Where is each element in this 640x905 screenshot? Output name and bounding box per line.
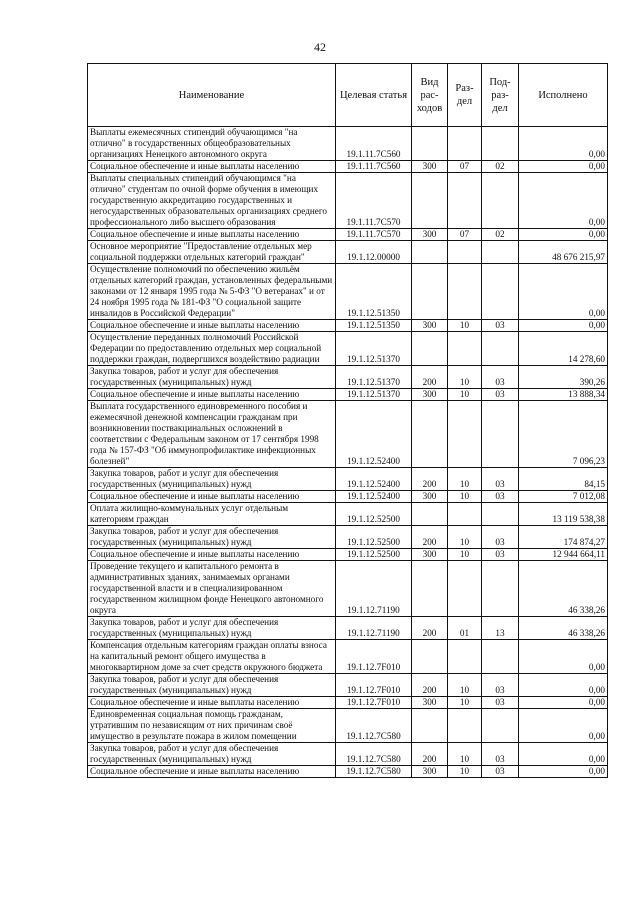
row-section xyxy=(448,127,482,161)
row-subsection: 03 xyxy=(482,674,519,697)
table-row xyxy=(88,674,608,697)
row-subsection: 02 xyxy=(482,161,519,173)
row-name: Оплата жилищно-коммунальных услуг отдельным категориям граждан xyxy=(88,503,336,526)
row-subsection: 03 xyxy=(482,743,519,766)
row-target-article: 19.1.12.7С580 xyxy=(336,743,412,766)
table-row xyxy=(88,241,608,264)
row-target-article: 19.1.12.51370 xyxy=(336,389,412,401)
row-target-article: 19.1.11.7С560 xyxy=(336,161,412,173)
row-section: 07 xyxy=(448,161,482,173)
row-expense-type xyxy=(412,503,448,526)
row-executed: 0,00 xyxy=(519,697,608,709)
row-executed: 0,00 xyxy=(519,161,608,173)
row-section xyxy=(448,640,482,674)
row-expense-type: 300 xyxy=(412,229,448,241)
row-executed: 46 338,26 xyxy=(519,617,608,640)
row-name: Закупка товаров, работ и услуг для обеспечения государственных (муниципальных) нужд xyxy=(88,468,336,491)
row-expense-type: 200 xyxy=(412,366,448,389)
row-executed: 7 096,23 xyxy=(519,401,608,468)
row-name: Социальное обеспечение и иные выплаты населению xyxy=(88,320,336,332)
row-subsection: 02 xyxy=(482,229,519,241)
table-row xyxy=(88,401,608,468)
row-subsection: 03 xyxy=(482,468,519,491)
row-expense-type: 200 xyxy=(412,743,448,766)
row-subsection: 03 xyxy=(482,766,519,778)
row-section: 10 xyxy=(448,766,482,778)
row-name: Единовременная социальная помощь гражданам, утратившим по независящим от них причинам своё имущество в результате пожара в жилом помещении xyxy=(88,709,336,743)
row-name: Основное мероприятие "Предоставление отдельных мер социальной поддержки отдельных категорий граждан" xyxy=(88,241,336,264)
row-target-article: 19.1.12.52500 xyxy=(336,526,412,549)
row-executed: 0,00 xyxy=(519,320,608,332)
row-target-article: 19.1.12.52400 xyxy=(336,468,412,491)
table-row xyxy=(88,366,608,389)
row-target-article: 19.1.11.7С570 xyxy=(336,173,412,229)
row-name: Закупка товаров, работ и услуг для обеспечения государственных (муниципальных) нужд xyxy=(88,526,336,549)
row-section: 10 xyxy=(448,320,482,332)
row-executed: 14 278,60 xyxy=(519,332,608,366)
row-expense-type: 300 xyxy=(412,491,448,503)
row-subsection: 03 xyxy=(482,366,519,389)
row-section: 10 xyxy=(448,526,482,549)
table-row xyxy=(88,526,608,549)
row-expense-type: 200 xyxy=(412,617,448,640)
table-row xyxy=(88,468,608,491)
row-name: Социальное обеспечение и иные выплаты населению xyxy=(88,766,336,778)
row-target-article: 19.1.12.7С580 xyxy=(336,766,412,778)
header-subsection: Под-раз-дел xyxy=(482,64,519,127)
row-section: 10 xyxy=(448,549,482,561)
table-row xyxy=(88,549,608,561)
row-expense-type xyxy=(412,241,448,264)
row-section: 10 xyxy=(448,468,482,491)
row-section xyxy=(448,503,482,526)
table-row xyxy=(88,229,608,241)
row-subsection xyxy=(482,640,519,674)
row-target-article: 19.1.12.7F010 xyxy=(336,640,412,674)
row-section: 10 xyxy=(448,389,482,401)
row-section: 10 xyxy=(448,697,482,709)
row-section: 07 xyxy=(448,229,482,241)
row-executed: 7 012,08 xyxy=(519,491,608,503)
row-executed: 13 888,34 xyxy=(519,389,608,401)
row-section: 10 xyxy=(448,491,482,503)
row-subsection xyxy=(482,173,519,229)
row-name: Закупка товаров, работ и услуг для обеспечения государственных (муниципальных) нужд xyxy=(88,617,336,640)
row-section xyxy=(448,332,482,366)
row-executed: 0,00 xyxy=(519,766,608,778)
row-executed: 0,00 xyxy=(519,674,608,697)
row-target-article: 19.1.12.52500 xyxy=(336,503,412,526)
row-executed: 12 944 664,11 xyxy=(519,549,608,561)
table-row xyxy=(88,640,608,674)
page-number: 42 xyxy=(314,40,326,54)
row-target-article: 19.1.12.51350 xyxy=(336,320,412,332)
header-name: Наименование xyxy=(88,64,336,127)
row-executed: 0,00 xyxy=(519,743,608,766)
row-name: Социальное обеспечение и иные выплаты населению xyxy=(88,229,336,241)
row-expense-type xyxy=(412,173,448,229)
row-name: Выплаты ежемесячных стипендий обучающимся "на отлично" в государственных общеобразовательных организациях Ненецкого автономного округа xyxy=(88,127,336,161)
row-subsection: 03 xyxy=(482,389,519,401)
row-section xyxy=(448,241,482,264)
row-target-article: 19.1.12.52400 xyxy=(336,491,412,503)
row-subsection xyxy=(482,561,519,617)
row-target-article: 19.1.11.7С570 xyxy=(336,229,412,241)
row-target-article: 19.1.12.7F010 xyxy=(336,697,412,709)
table-row xyxy=(88,127,608,161)
header-expense-type: Вид рас-ходов xyxy=(412,64,448,127)
row-section: 10 xyxy=(448,743,482,766)
row-subsection: 03 xyxy=(482,491,519,503)
row-section xyxy=(448,264,482,320)
row-name: Компенсация отдельным категориям граждан оплаты взноса на капитальный ремонт общего имущества в многоквартирном доме за счет средств окружного бюджета xyxy=(88,640,336,674)
row-expense-type: 300 xyxy=(412,320,448,332)
table-row xyxy=(88,173,608,229)
row-subsection: 03 xyxy=(482,697,519,709)
table-row xyxy=(88,743,608,766)
row-subsection: 13 xyxy=(482,617,519,640)
row-target-article: 19.1.11.7С560 xyxy=(336,127,412,161)
row-expense-type xyxy=(412,709,448,743)
row-target-article: 19.1.12.52400 xyxy=(336,401,412,468)
header-executed: Исполнено xyxy=(519,64,608,127)
row-expense-type: 200 xyxy=(412,468,448,491)
row-executed: 390,26 xyxy=(519,366,608,389)
row-executed: 0,00 xyxy=(519,264,608,320)
row-subsection: 03 xyxy=(482,320,519,332)
row-name: Проведение текущего и капитального ремонта в административных зданиях, занимаемых органами государственной власти и в специализированном государственном жилищном фонде Ненецкого автономного округа xyxy=(88,561,336,617)
row-name: Осуществление полномочий по обеспечению жильём отдельных категорий граждан, установленных федеральными законами от 12 января 1995 года № 5-ФЗ "О ветеранах" и от 24 ноября 1995 года № 181-ФЗ "О социальной защите инвалидов в Российской Федерации" xyxy=(88,264,336,320)
row-executed: 174 874,27 xyxy=(519,526,608,549)
row-expense-type xyxy=(412,561,448,617)
header-section: Раз-дел xyxy=(448,64,482,127)
row-name: Социальное обеспечение и иные выплаты населению xyxy=(88,549,336,561)
row-target-article: 19.1.12.7С580 xyxy=(336,709,412,743)
row-executed: 48 676 215,97 xyxy=(519,241,608,264)
row-section: 10 xyxy=(448,674,482,697)
row-subsection xyxy=(482,709,519,743)
row-subsection xyxy=(482,503,519,526)
table-row xyxy=(88,766,608,778)
row-executed: 46 338,26 xyxy=(519,561,608,617)
row-section xyxy=(448,173,482,229)
row-name: Социальное обеспечение и иные выплаты населению xyxy=(88,161,336,173)
row-subsection xyxy=(482,264,519,320)
row-expense-type: 300 xyxy=(412,161,448,173)
row-expense-type: 200 xyxy=(412,526,448,549)
table-row xyxy=(88,389,608,401)
table-row xyxy=(88,161,608,173)
row-target-article: 19.1.12.51350 xyxy=(336,264,412,320)
row-name: Выплаты специальных стипендий обучающимся "на отлично" студентам по очной форме обучения в имеющих государственную аккредитацию государственных и негосударственных образовательных организациях среднего профессионального либо высшего образования xyxy=(88,173,336,229)
row-section xyxy=(448,709,482,743)
row-name: Социальное обеспечение и иные выплаты населению xyxy=(88,697,336,709)
row-section xyxy=(448,401,482,468)
table-row xyxy=(88,264,608,320)
row-executed: 0,00 xyxy=(519,127,608,161)
row-executed: 13 119 538,38 xyxy=(519,503,608,526)
row-subsection xyxy=(482,127,519,161)
row-section xyxy=(448,561,482,617)
row-expense-type xyxy=(412,264,448,320)
row-expense-type xyxy=(412,640,448,674)
row-subsection xyxy=(482,401,519,468)
row-expense-type xyxy=(412,332,448,366)
row-target-article: 19.1.12.52500 xyxy=(336,549,412,561)
row-name: Закупка товаров, работ и услуг для обеспечения государственных (муниципальных) нужд xyxy=(88,674,336,697)
row-name: Закупка товаров, работ и услуг для обеспечения государственных (муниципальных) нужд xyxy=(88,366,336,389)
row-target-article: 19.1.12.00000 xyxy=(336,241,412,264)
row-executed: 0,00 xyxy=(519,709,608,743)
table-row xyxy=(88,697,608,709)
row-subsection xyxy=(482,332,519,366)
table-row xyxy=(88,503,608,526)
table-row xyxy=(88,491,608,503)
row-expense-type: 300 xyxy=(412,697,448,709)
row-subsection: 03 xyxy=(482,526,519,549)
row-target-article: 19.1.12.51370 xyxy=(336,366,412,389)
row-name: Социальное обеспечение и иные выплаты населению xyxy=(88,491,336,503)
row-expense-type: 300 xyxy=(412,766,448,778)
row-expense-type: 300 xyxy=(412,389,448,401)
table-header-row xyxy=(88,64,608,127)
row-name: Выплата государственного единовременного пособия и ежемесячной денежной компенсации гражданам при возникновении поствакцинальных осложнений в соответствии с Федеральным законом от 17 сентября 1998 года № 157-ФЗ "Об иммунопрофилактике инфекционных болезней" xyxy=(88,401,336,468)
row-target-article: 19.1.12.51370 xyxy=(336,332,412,366)
row-executed: 0,00 xyxy=(519,229,608,241)
row-executed: 0,00 xyxy=(519,640,608,674)
row-expense-type xyxy=(412,127,448,161)
row-subsection: 03 xyxy=(482,549,519,561)
table-row xyxy=(88,617,608,640)
row-name: Социальное обеспечение и иные выплаты населению xyxy=(88,389,336,401)
table-row xyxy=(88,709,608,743)
row-name: Осуществление переданных полномочий Российской Федерации по предоставлению отдельных мер социальной поддержки граждан, подвергшихся воздействию радиации xyxy=(88,332,336,366)
row-target-article: 19.1.12.71190 xyxy=(336,561,412,617)
table-row xyxy=(88,561,608,617)
row-section: 10 xyxy=(448,366,482,389)
row-expense-type: 200 xyxy=(412,674,448,697)
row-target-article: 19.1.12.7F010 xyxy=(336,674,412,697)
header-target-article: Целевая статья xyxy=(336,64,412,127)
row-executed: 0,00 xyxy=(519,173,608,229)
row-expense-type xyxy=(412,401,448,468)
row-executed: 84,15 xyxy=(519,468,608,491)
row-section: 01 xyxy=(448,617,482,640)
row-expense-type: 300 xyxy=(412,549,448,561)
row-subsection xyxy=(482,241,519,264)
budget-table xyxy=(87,63,608,778)
row-target-article: 19.1.12.71190 xyxy=(336,617,412,640)
table-row xyxy=(88,332,608,366)
table-row xyxy=(88,320,608,332)
row-name: Закупка товаров, работ и услуг для обеспечения государственных (муниципальных) нужд xyxy=(88,743,336,766)
